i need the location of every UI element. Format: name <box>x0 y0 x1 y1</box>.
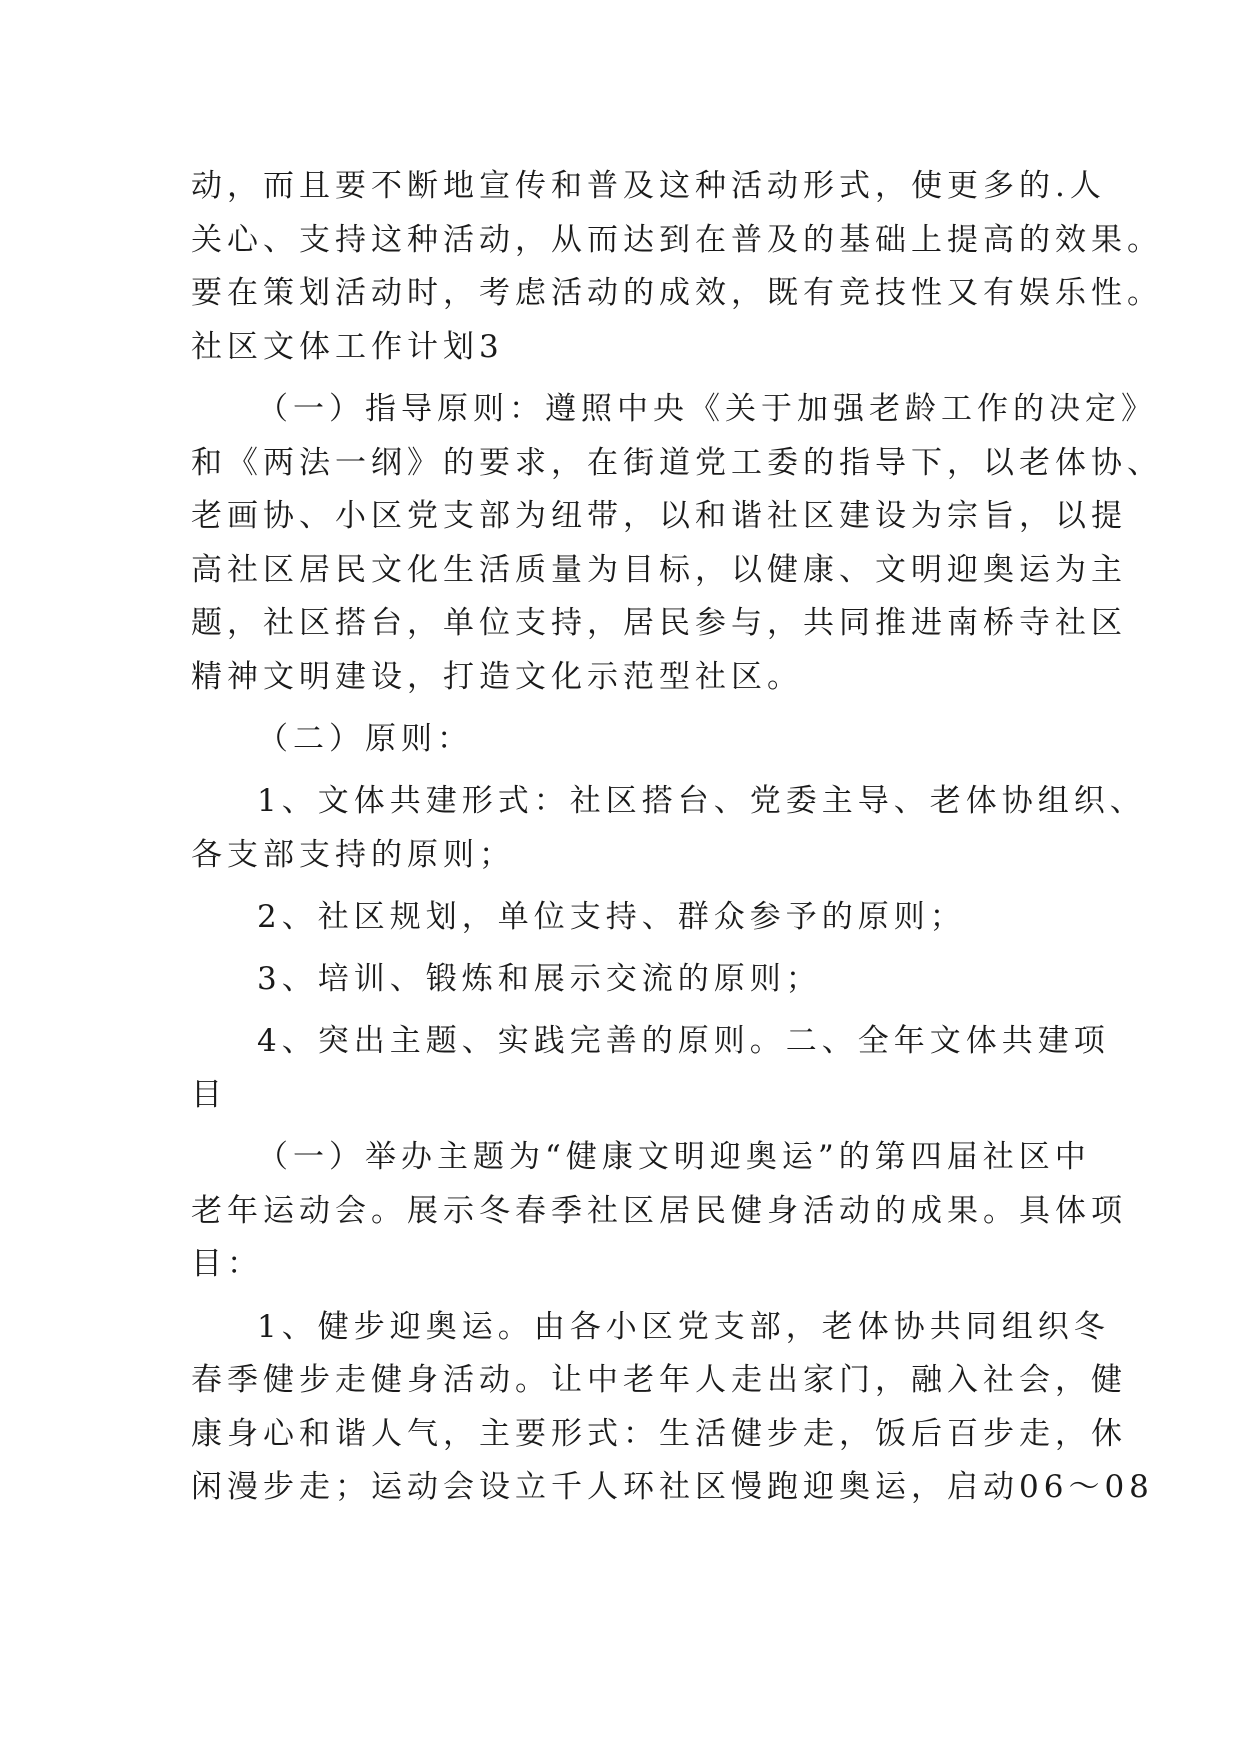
paragraph-start: 1、文体共建形式：社区搭台、党委主导、老体协组织、 <box>257 783 1146 820</box>
text-line: 康身心和谐人气，主要形式：生活健步走，饭后百步走，休 <box>191 1415 1127 1452</box>
paragraph-start: 1、健步迎奥运。由各小区党支部，老体协共同组织冬 <box>257 1308 1110 1345</box>
text-line: 各支部支持的原则； <box>191 836 515 873</box>
text-line: 目： <box>191 1246 263 1283</box>
text-line: 题，社区搭台，单位支持，居民参与，共同推进南桥寺社区 <box>191 605 1127 642</box>
section-heading: 社区文体工作计划3 <box>191 328 504 365</box>
text-line: 高社区居民文化生活质量为目标，以健康、文明迎奥运为主 <box>191 551 1127 588</box>
text-line: 和《两法一纲》的要求，在街道党工委的指导下，以老体协、 <box>191 444 1163 481</box>
text-line: 动，而且要不断地宣传和普及这种活动形式，使更多的.人 <box>191 168 1106 204</box>
text-line: 春季健步走健身活动。让中老年人走出家门，融入社会，健 <box>191 1362 1127 1399</box>
paragraph-start: 4、突出主题、实践完善的原则。二、全年文体共建项 <box>257 1023 1110 1060</box>
paragraph-start: 2、社区规划，单位支持、群众参予的原则； <box>257 899 966 936</box>
document-body <box>191 160 1163 1515</box>
text-line: 关心、支持这种活动，从而达到在普及的基础上提高的效果。 <box>191 221 1163 258</box>
text-line: 精神文明建设，打造文化示范型社区。 <box>191 658 803 695</box>
paragraph-start: （二）原则： <box>257 721 473 758</box>
paragraph-start: 3、培训、锻炼和展示交流的原则； <box>257 961 822 998</box>
text-line: 要在策划活动时，考虑活动的成效，既有竞技性又有娱乐性。 <box>191 275 1163 312</box>
paragraph-start: （一）指导原则：遵照中央《关于加强老龄工作的决定》 <box>257 390 1157 427</box>
text-line: 目 <box>191 1077 227 1114</box>
text-line: 老年运动会。展示冬春季社区居民健身活动的成果。具体项 <box>191 1192 1127 1229</box>
paragraph-start: （一）举办主题为“健康文明迎奥运”的第四届社区中 <box>257 1139 1091 1176</box>
text-line: 闲漫步走；运动会设立千人环社区慢跑迎奥运，启动06～08 <box>191 1469 1154 1506</box>
text-line: 老画协、小区党支部为纽带，以和谐社区建设为宗旨，以提 <box>191 498 1127 535</box>
